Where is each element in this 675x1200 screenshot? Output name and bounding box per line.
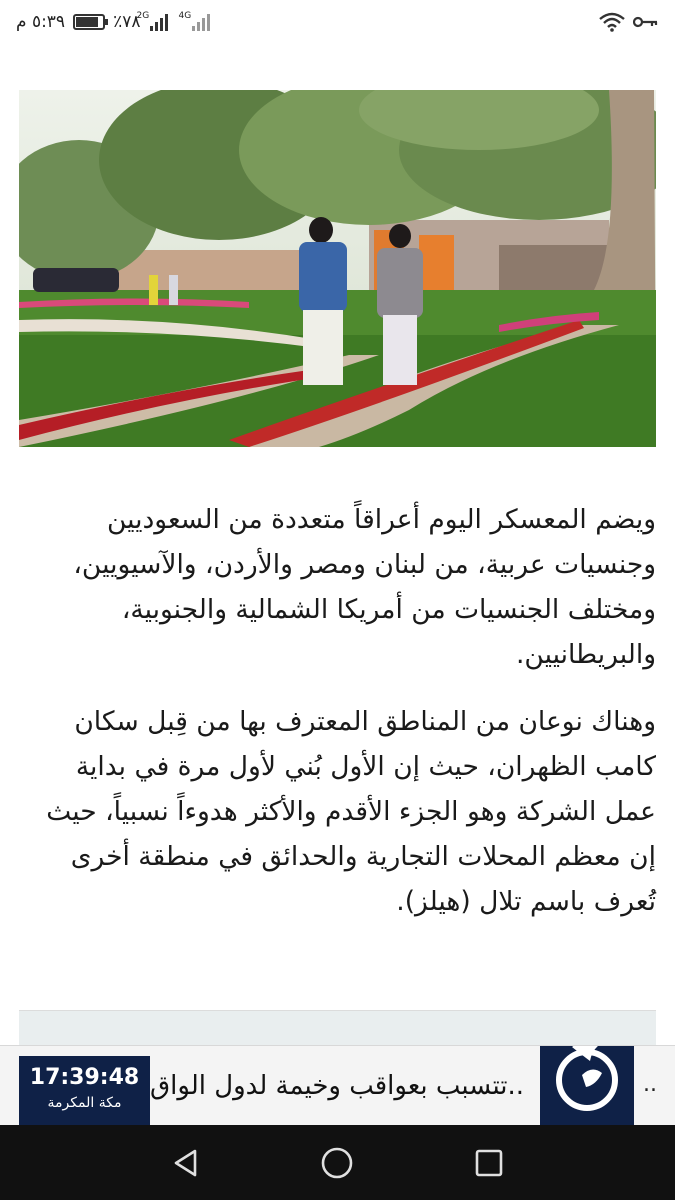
ticker-more: ..: [643, 1072, 657, 1097]
signal-2g-icon: [136, 11, 168, 31]
article-paragraph: وهناك نوعان من المناطق المعترف بها من قِبل سكان كامب الظهران، حيث إن الأول بُني لأول مرة في بداية عمل الشركة وهو الجزء الأقدم والأكثر هدوءاً نسبياً، حيث إن معظم المحلات التجارية والحدائق في منطقة أخرى تُعرف باسم تلال (هيلز).: [46, 706, 656, 917]
article-image: [19, 90, 656, 447]
battery-percent: ٪٧٨: [113, 12, 141, 32]
news-ticker[interactable]: [0, 1045, 675, 1126]
ticker-headline[interactable]: ..تتسبب بعواقب وخيمة لدول الواق: [150, 1071, 525, 1101]
key-icon: [633, 14, 659, 30]
article-paragraph: ويضم المعسكر اليوم أعراقاً متعددة من السعوديين وجنسيات عربية، من لبنان ومصر والأردن، والآسيويين، ومختلف الجنسيات من أمريكا الشمالية والجنوبية، والبريطانيين.: [73, 504, 656, 670]
clock: ٥:٣٩ م: [16, 12, 66, 32]
ticker-clock-city: مكة المكرمة: [47, 1095, 122, 1111]
navigation-bar: [0, 1125, 675, 1200]
back-icon: [171, 1148, 201, 1178]
ticker-clock-time: 17:39:48: [29, 1065, 140, 1090]
wifi-icon: [599, 12, 625, 32]
home-icon: [320, 1146, 354, 1180]
article-body: [19, 497, 656, 946]
status-right: [599, 12, 659, 32]
back-button[interactable]: [166, 1143, 206, 1183]
ticker-clock: [19, 1056, 150, 1126]
network-4g-label: 4G: [178, 11, 192, 21]
signal-4g-icon: [178, 11, 210, 31]
home-button[interactable]: [317, 1143, 357, 1183]
channel-logo-icon[interactable]: [540, 1045, 634, 1126]
status-left: [16, 12, 210, 32]
recents-button[interactable]: [469, 1143, 509, 1183]
network-2g-label: 2G: [136, 11, 150, 21]
garden-scene: [19, 90, 656, 447]
battery-icon: [73, 14, 105, 30]
recents-icon: [474, 1148, 504, 1178]
status-bar: [0, 0, 675, 44]
